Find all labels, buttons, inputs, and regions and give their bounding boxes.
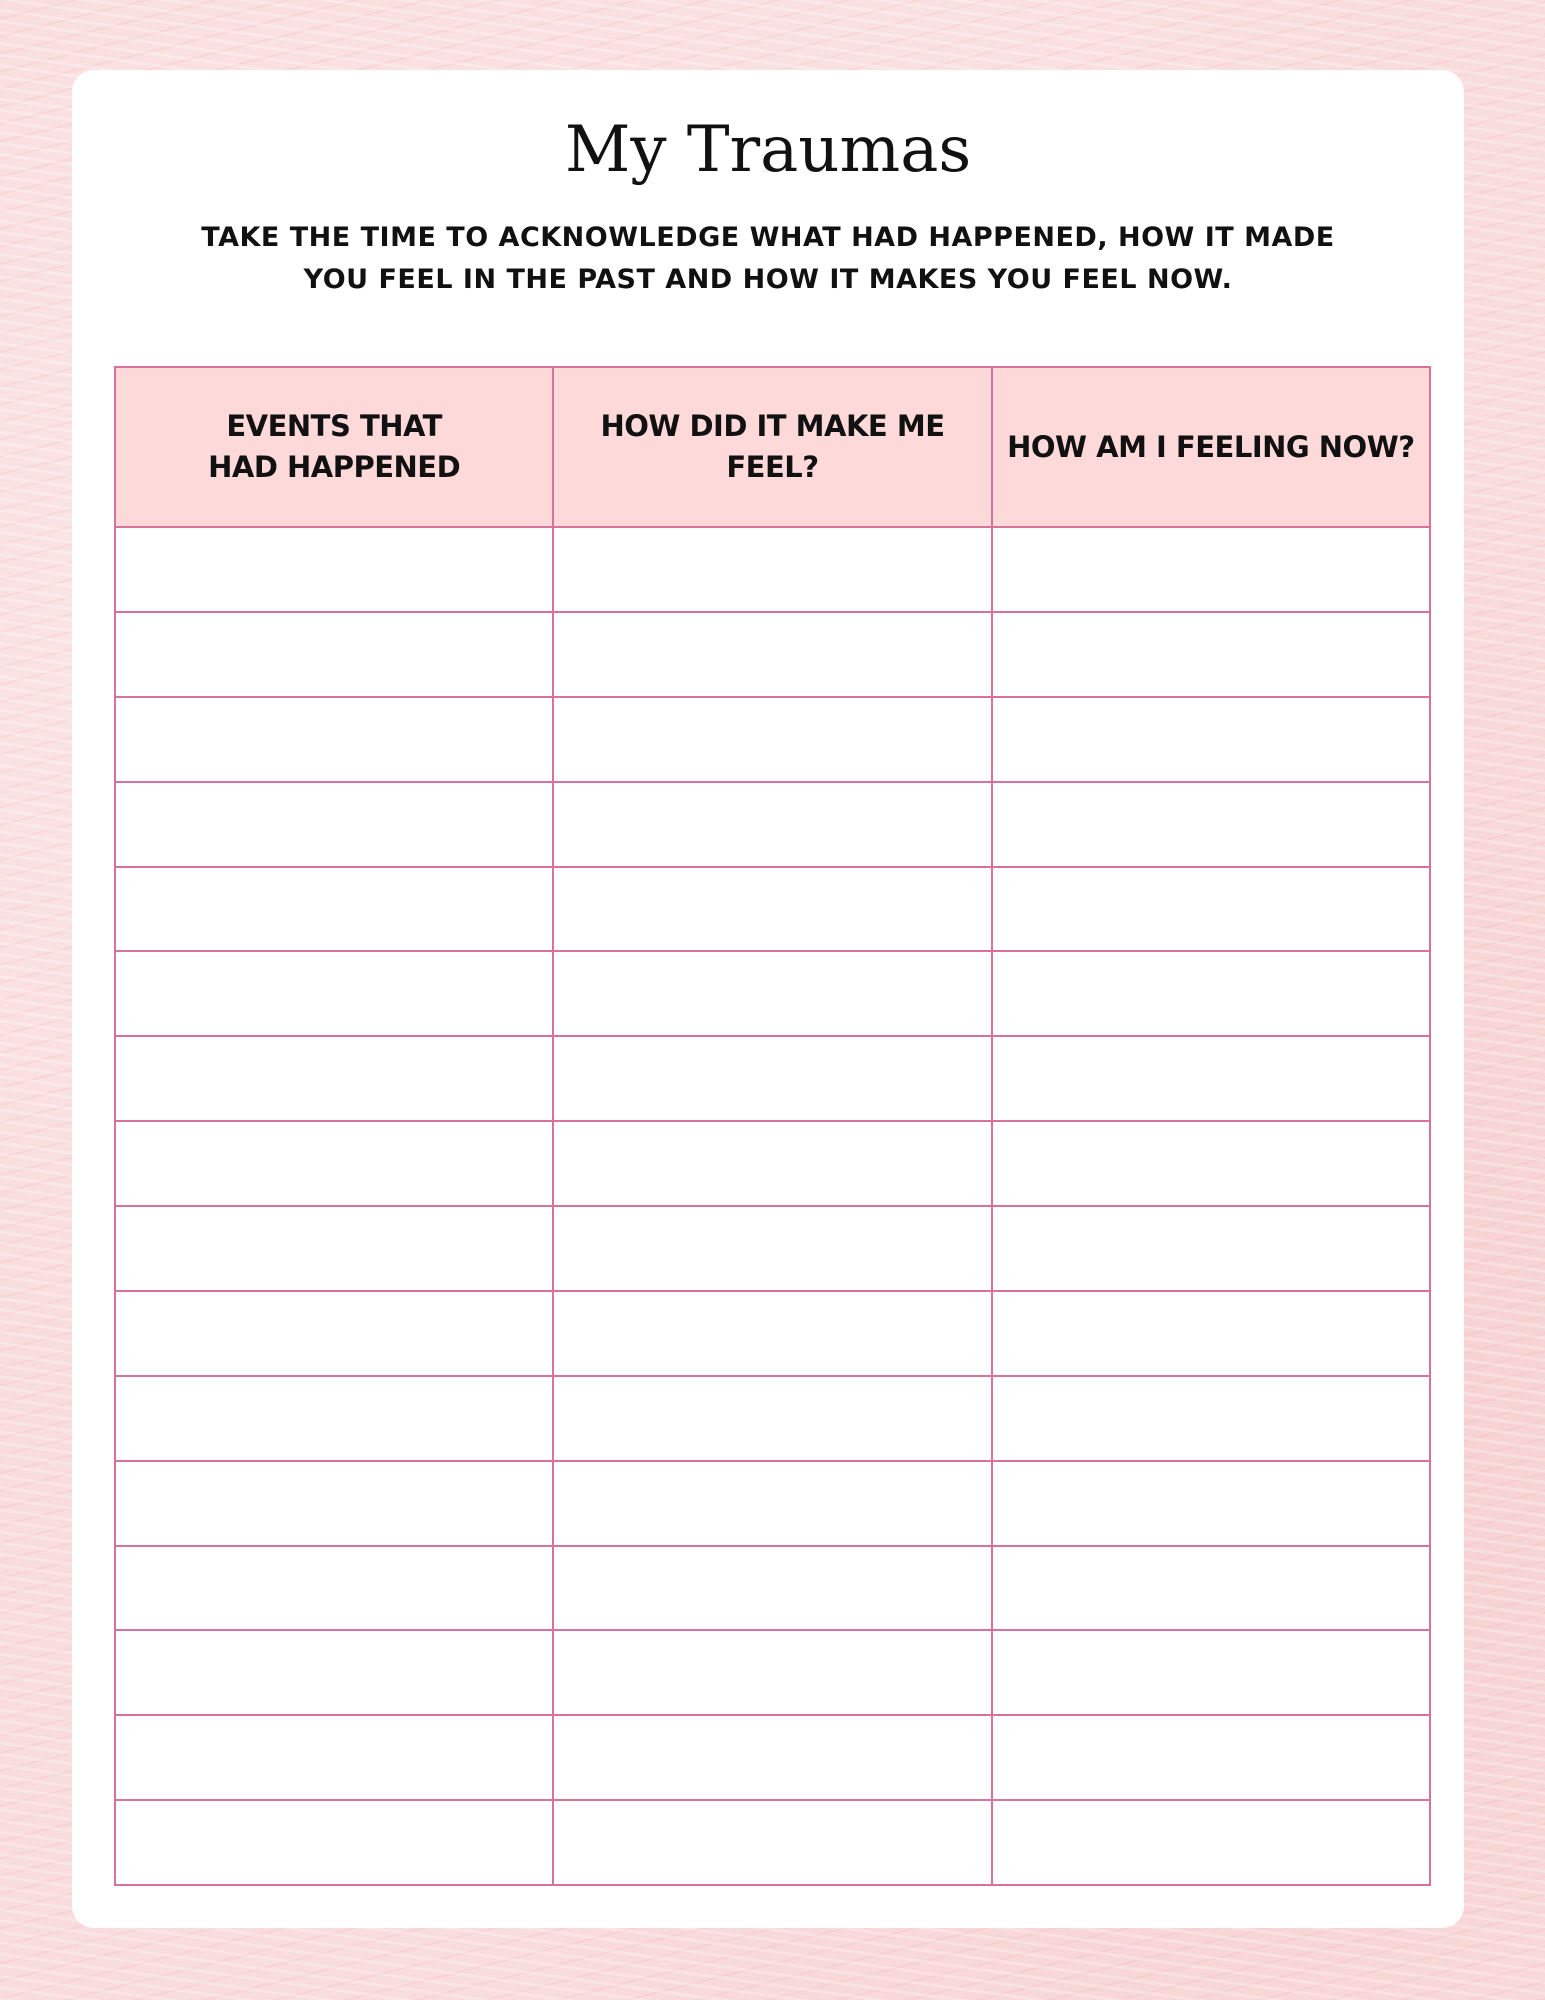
table-row xyxy=(115,1121,1430,1206)
events-cell[interactable] xyxy=(115,1291,553,1376)
feelings-now-cell[interactable] xyxy=(992,612,1430,697)
instructions xyxy=(162,217,1374,301)
trauma-table xyxy=(114,366,1431,1886)
feelings-now-cell[interactable] xyxy=(992,1800,1430,1885)
events-cell[interactable] xyxy=(115,1800,553,1885)
table-row xyxy=(115,1036,1430,1121)
events-cell[interactable] xyxy=(115,1546,553,1631)
events-cell[interactable] xyxy=(115,1376,553,1461)
table-row xyxy=(115,697,1430,782)
feelings-then-cell[interactable] xyxy=(553,782,991,867)
events-cell[interactable] xyxy=(115,1121,553,1206)
trauma-table-container xyxy=(114,366,1431,1886)
table-row xyxy=(115,1291,1430,1376)
column-header-line: HOW AM I FEELING NOW? xyxy=(1007,429,1415,464)
column-header-line: HOW DID IT MAKE ME xyxy=(600,409,945,443)
events-cell[interactable] xyxy=(115,1206,553,1291)
events-cell[interactable] xyxy=(115,697,553,782)
page-title: My Traumas xyxy=(564,113,972,187)
feelings-then-cell[interactable] xyxy=(553,867,991,952)
feelings-now-cell[interactable] xyxy=(992,1715,1430,1800)
feelings-then-cell[interactable] xyxy=(553,1715,991,1800)
events-cell[interactable] xyxy=(115,1036,553,1121)
table-row xyxy=(115,1630,1430,1715)
table-header-row xyxy=(115,367,1430,527)
feelings-now-cell[interactable] xyxy=(992,1291,1430,1376)
column-header-feelings-now xyxy=(992,367,1430,527)
feelings-then-cell[interactable] xyxy=(553,612,991,697)
instructions-line: TAKE THE TIME TO ACKNOWLEDGE WHAT HAD HAPPENED, HOW IT MADE xyxy=(201,222,1335,253)
feelings-now-cell[interactable] xyxy=(992,697,1430,782)
table-row xyxy=(115,1546,1430,1631)
feelings-now-cell[interactable] xyxy=(992,782,1430,867)
table-row xyxy=(115,1715,1430,1800)
instructions-line: YOU FEEL IN THE PAST AND HOW IT MAKES YOU FEEL NOW. xyxy=(303,264,1233,295)
events-cell[interactable] xyxy=(115,1715,553,1800)
table-body xyxy=(115,527,1430,1885)
events-cell[interactable] xyxy=(115,1630,553,1715)
feelings-then-cell[interactable] xyxy=(553,1376,991,1461)
events-cell[interactable] xyxy=(115,612,553,697)
feelings-then-cell[interactable] xyxy=(553,1461,991,1546)
feelings-then-cell[interactable] xyxy=(553,1291,991,1376)
table-row xyxy=(115,527,1430,612)
table-row xyxy=(115,1461,1430,1546)
table-row xyxy=(115,1206,1430,1291)
feelings-then-cell[interactable] xyxy=(553,527,991,612)
column-header-feelings-then xyxy=(553,367,991,527)
feelings-now-cell[interactable] xyxy=(992,1461,1430,1546)
feelings-then-cell[interactable] xyxy=(553,1121,991,1206)
feelings-then-cell[interactable] xyxy=(553,1206,991,1291)
table-row xyxy=(115,612,1430,697)
table-row xyxy=(115,1800,1430,1885)
column-header-line: EVENTS THAT xyxy=(226,409,442,443)
feelings-now-cell[interactable] xyxy=(992,1206,1430,1291)
feelings-then-cell[interactable] xyxy=(553,1630,991,1715)
feelings-now-cell[interactable] xyxy=(992,867,1430,952)
events-cell[interactable] xyxy=(115,951,553,1036)
events-cell[interactable] xyxy=(115,782,553,867)
feelings-now-cell[interactable] xyxy=(992,1630,1430,1715)
feelings-then-cell[interactable] xyxy=(553,951,991,1036)
table-row xyxy=(115,867,1430,952)
feelings-now-cell[interactable] xyxy=(992,1036,1430,1121)
table-row xyxy=(115,951,1430,1036)
table-row xyxy=(115,1376,1430,1461)
column-header-line: FEEL? xyxy=(726,450,819,484)
feelings-then-cell[interactable] xyxy=(553,1036,991,1121)
events-cell[interactable] xyxy=(115,867,553,952)
feelings-then-cell[interactable] xyxy=(553,1546,991,1631)
feelings-now-cell[interactable] xyxy=(992,1546,1430,1631)
feelings-now-cell[interactable] xyxy=(992,527,1430,612)
feelings-then-cell[interactable] xyxy=(553,1800,991,1885)
events-cell[interactable] xyxy=(115,1461,553,1546)
column-header-events xyxy=(115,367,553,527)
feelings-now-cell[interactable] xyxy=(992,1121,1430,1206)
feelings-then-cell[interactable] xyxy=(553,697,991,782)
worksheet-card xyxy=(72,70,1464,1928)
table-row xyxy=(115,782,1430,867)
feelings-now-cell[interactable] xyxy=(992,951,1430,1036)
column-header-line: HAD HAPPENED xyxy=(208,450,461,484)
events-cell[interactable] xyxy=(115,527,553,612)
feelings-now-cell[interactable] xyxy=(992,1376,1430,1461)
